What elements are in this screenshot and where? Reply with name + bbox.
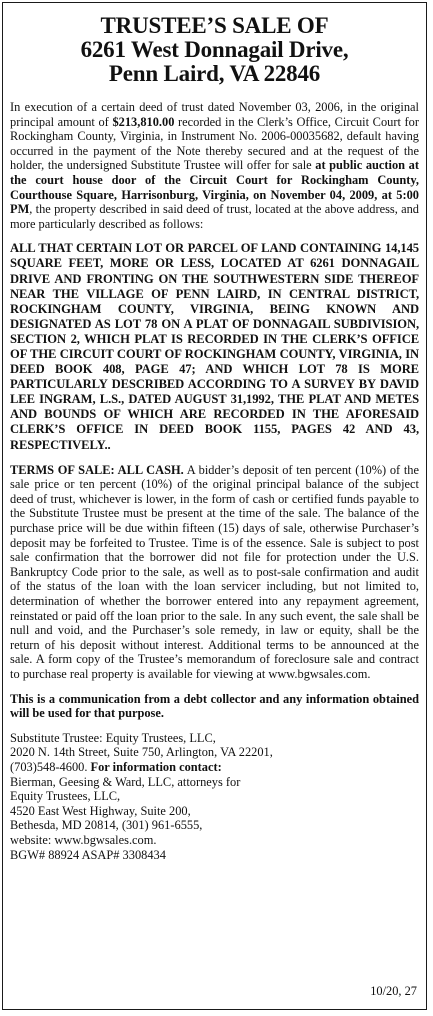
debt-collector-notice	[10, 692, 419, 721]
contact-block	[10, 731, 419, 862]
principal-amount: $213,810.00	[112, 114, 175, 129]
publication-dates: 10/20, 27	[370, 984, 417, 998]
terms-heading: TERMS OF SALE: ALL CASH.	[10, 462, 184, 477]
contact-line-6: 4520 East West Highway, Suite 200,	[10, 803, 191, 818]
contact-line-4: Bierman, Geesing & Ward, LLC, attorneys for	[10, 774, 241, 789]
debt-collector-text: This is a communication from a debt collector and any information obtained will be used for that purpose.	[10, 691, 419, 721]
title-line-1: TRUSTEE’S SALE OF	[100, 13, 329, 38]
title-line-2: 6261 West Donnagail Drive,	[80, 37, 349, 62]
legal-description: ALL THAT CERTAIN LOT OR PARCEL OF LAND CONTAINING 14,145 SQUARE FEET, MORE OR LESS, LOCATED AT 6261 DONNAGAIL DRIVE AND FRONTING ON THE SOUTHWESTERN SIDE THEREOF NEAR THE VILLAGE OF PENN LAIRD, IN CENTRAL DISTRICT, ROCKINGHAM COUNTY, VIRGINIA, BEING KNOWN AND DESIGNATED AS LOT 78 ON A PLAT OF DONNAGAIL SUBDIVISION, SECTION 2, WHICH PLAT IS RECORDED IN THE CLERK’S OFFICE OF THE CIRCUIT COURT OF ROCKINGHAM COUNTY, VIRGINIA, IN DEED BOOK 408, PAGE 47; AND WHICH LOT 78 IS MORE PARTICULARLY DESCRIBED ACCORDING TO A SURVEY BY DAVID LEE INGRAM, L.S., DATED AUGUST 31,1992, THE PLAT AND METES AND BOUNDS OF WHICH ARE RECORDED IN THE AFORESAID CLERK’S OFFICE IN DEED BOOK 1155, PAGES 42 AND 43, RESPECTIVELY..	[10, 241, 419, 452]
notice-title	[10, 14, 419, 86]
contact-reference: BGW# 88924 ASAP# 3308434	[10, 847, 166, 862]
intro-text-2: recorded in the Clerk’s Office, Circuit Court for Rockingham County, Virginia, in Instrument No. 2006-00035682, default having occurred in the payment of the Note thereby secured and at the request of the holder, the undersigned Substitute Trustee will offer for sale	[10, 114, 419, 173]
title-line-3: Penn Laird, VA 22846	[108, 61, 321, 86]
intro-paragraph	[10, 100, 419, 231]
contact-line-2: 2020 N. 14th Street, Suite 750, Arlington, VA 22201,	[10, 745, 273, 760]
contact-line-3	[10, 760, 419, 775]
intro-text-1: In execution of a certain deed of trust dated November 03, 2006, in the original principal amount of	[10, 100, 419, 129]
contact-line-1: Substitute Trustee: Equity Trustees, LLC,	[10, 730, 216, 745]
contact-line-5: Equity Trustees, LLC,	[10, 789, 121, 804]
terms-body: A bidder’s deposit of ten percent (10%) of the sale price or ten percent (10%) of the original principal balance of the subject deed of trust, whichever is lower, in the form of cash or certified funds payable to the Substitute Trustee must be present at the time of the sale. The balance of the purchase price will be due within fifteen (15) days of sale, otherwise Purchaser’s deposit may be forfeited to Trustee. Time is of the essence. Sale is subject to post sale confirmation that the borrower did not file for protection under the U.S. Bankruptcy Code prior to the sale, as well as to post-sale confirmation and audit of the status of the loan with the loan servicer including, but not limited to, determination of whether the borrower entered into any repayment agreement, reinstated or paid off the loan prior to the sale. In any such event, the sale shall be null and void, and the Purchaser’s sole remedy, in law or equity, shall be the return of his deposit without interest. Additional terms to be announced at the sale. A form copy of the Trustee’s memorandum of foreclosure sale and contract to purchase real property is available for viewing at www.bgwsales.com.	[10, 462, 419, 681]
contact-info-label: For information contact:	[90, 759, 222, 774]
auction-details: at public auction at the court house door of the Circuit Court for Rockingham County, Courthouse Square, Harrisonburg, Virginia, on November 04, 2009, at 5:00 PM	[10, 158, 419, 217]
terms-paragraph	[10, 463, 419, 682]
notice-body	[10, 14, 419, 862]
intro-text-3: , the property described in said deed of trust, located at the above address, and more particularly described as follows:	[10, 202, 419, 231]
contact-website: website: www.bgwsales.com.	[10, 832, 157, 847]
contact-phone: (703)548-4600.	[10, 759, 91, 774]
contact-line-7: Bethesda, MD 20814, (301) 961-6555,	[10, 818, 203, 833]
